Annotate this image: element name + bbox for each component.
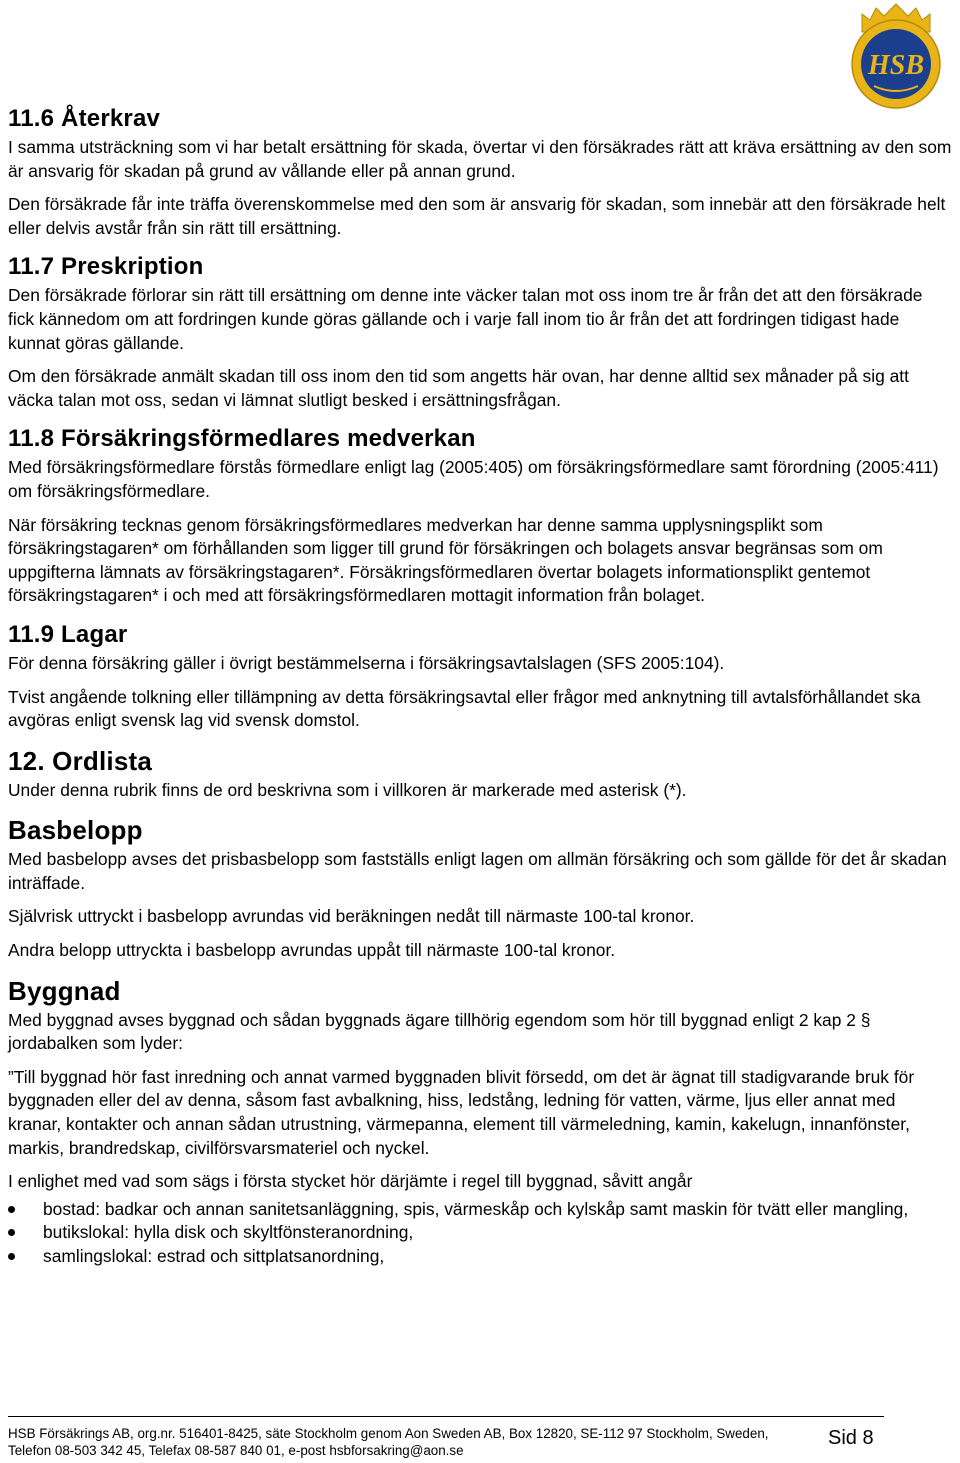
- paragraph: Självrisk uttryckt i basbelopp avrundas vid beräkningen nedåt till närmaste 100-tal kronor.: [8, 906, 695, 927]
- paragraph: Tvist angående tolkning eller tillämpning av detta försäkringsavtal eller frågor med anknytning till avtalsförhållandet ska avgöras enligt svensk lag vid svensk domstol.: [8, 686, 921, 731]
- heading-11-8: 11.8 Försäkringsförmedlares medverkan: [8, 425, 476, 453]
- bullet-icon: [8, 1229, 15, 1236]
- footer-line-contact: Telefon 08-503 342 45, Telefax 08-587 840 01, e-post hsbforsakring@aon.se: [8, 1443, 464, 1458]
- paragraph: Den försäkrade får inte träffa överenskommelse med den som är ansvarig för skadan, som innebär att den försäkrade helt eller delvis avstår från sin rätt till ersättning.: [8, 194, 946, 238]
- document-body: [8, 104, 953, 1269]
- heading-basbelopp: Basbelopp: [8, 815, 143, 846]
- footer-text: [8, 1425, 788, 1459]
- paragraph: När försäkring tecknas genom försäkringsförmedlares medverkan har denne samma upplysningsplikt som försäkringstagaren* om förhållanden som ligger till grund för försäkringen och bolagets ansvar begränsas som om uppgifterna lämnats av försäkringstagaren*. Försäkringsförmedlaren övertar bolagets informationsplikt gentemot försäkringstagaren* i och med att försäkringsförmedlaren mottagit information från bolaget.: [8, 514, 883, 606]
- list-item: [8, 1221, 953, 1245]
- bullet-icon: [8, 1253, 15, 1260]
- paragraph: Med försäkringsförmedlare förstås förmedlare enligt lag (2005:405) om försäkringsförmedlare samt förordning (2005:411) om försäkringsförmedlare.: [8, 457, 939, 501]
- paragraph: Den försäkrade förlorar sin rätt till ersättning om denne inte väcker talan mot oss inom tre år från det att den försäkrade fick kännedom om att fordringen kunde göras gällande och i varje fall inom tio år från det att fordringen tidigast hade kunnat göras gällande.: [8, 285, 923, 353]
- paragraph: För denna försäkring gäller i övrigt bestämmelserna i försäkringsavtalslagen (SFS 2005:104).: [8, 652, 725, 673]
- paragraph: I enlighet med vad som sägs i första stycket hör därjämte i regel till byggnad, såvitt angår: [8, 1171, 693, 1192]
- page-footer: [8, 1416, 884, 1458]
- footer-line-company: HSB Försäkrings AB, org.nr. 516401-8425, säte Stockholm genom Aon Sweden AB, Box 12820, SE-112 97 Stockholm, Sweden,: [8, 1426, 769, 1441]
- logo-text: HSB: [867, 50, 925, 81]
- bullet-icon: [8, 1206, 15, 1213]
- list-item: [8, 1245, 953, 1269]
- page-number: Sid 8: [828, 1427, 874, 1449]
- paragraph: Om den försäkrade anmält skadan till oss inom den tid som angetts här ovan, har denne alltid sex månader på sig att väcka talan mot oss, sedan vi lämnat slutligt besked i ersättningsfrågan.: [8, 366, 909, 410]
- paragraph: Med byggnad avses byggnad och sådan byggnads ägare tillhörig egendom som hör till byggnad enligt 2 kap 2 § jordabalken som lyder:: [8, 1009, 871, 1054]
- heading-11-6: 11.6 Återkrav: [8, 105, 161, 132]
- heading-11-7: 11.7 Preskription: [8, 253, 204, 281]
- quote-paragraph: ”Till byggnad hör fast inredning och annat varmed byggnaden blivit försedd, om det är ägnat till stadigvarande bruk för byggnaden eller del av denna, såsom fast avbalkning, hiss, ledstång, ledning för vatten, värme, ljus eller annat med kranar, kontakter och annan sådan utrustning, värmepanna, element till värmeledning, kamin, kakelugn, innanfönster, markis, brandredskap, civilförsvarsmateriel och nyckel.: [8, 1066, 915, 1158]
- bullet-list: [8, 1198, 953, 1269]
- heading-byggnad: Byggnad: [8, 975, 121, 1006]
- list-item-text: butikslokal: hylla disk och skyltfönsteranordning,: [43, 1222, 414, 1243]
- list-item-text: samlingslokal: estrad och sittplatsanordning,: [43, 1246, 385, 1266]
- paragraph: Under denna rubrik finns de ord beskrivna som i villkoren är markerade med asterisk (*).: [8, 779, 687, 800]
- paragraph: Andra belopp uttryckta i basbelopp avrundas uppåt till närmaste 100-tal kronor.: [8, 940, 616, 961]
- paragraph: Med basbelopp avses det prisbasbelopp som fastställs enligt lagen om allmän försäkring och som gällde för det år skadan inträffade.: [8, 849, 947, 893]
- paragraph: I samma utsträckning som vi har betalt ersättning för skada, övertar vi den försäkrades rätt att kräva ersättning av den som är ansvarig för skadan på grund av vållande eller på annan grund.: [8, 137, 952, 181]
- list-item-text: bostad: badkar och annan sanitetsanläggning, spis, värmeskåp och kylskåp samt maskin för tvätt eller mangling,: [43, 1198, 909, 1219]
- hsb-logo: [846, 2, 946, 112]
- list-item: [8, 1198, 953, 1222]
- heading-11-9: 11.9 Lagar: [8, 620, 128, 648]
- heading-12-ordlista: 12. Ordlista: [8, 745, 153, 776]
